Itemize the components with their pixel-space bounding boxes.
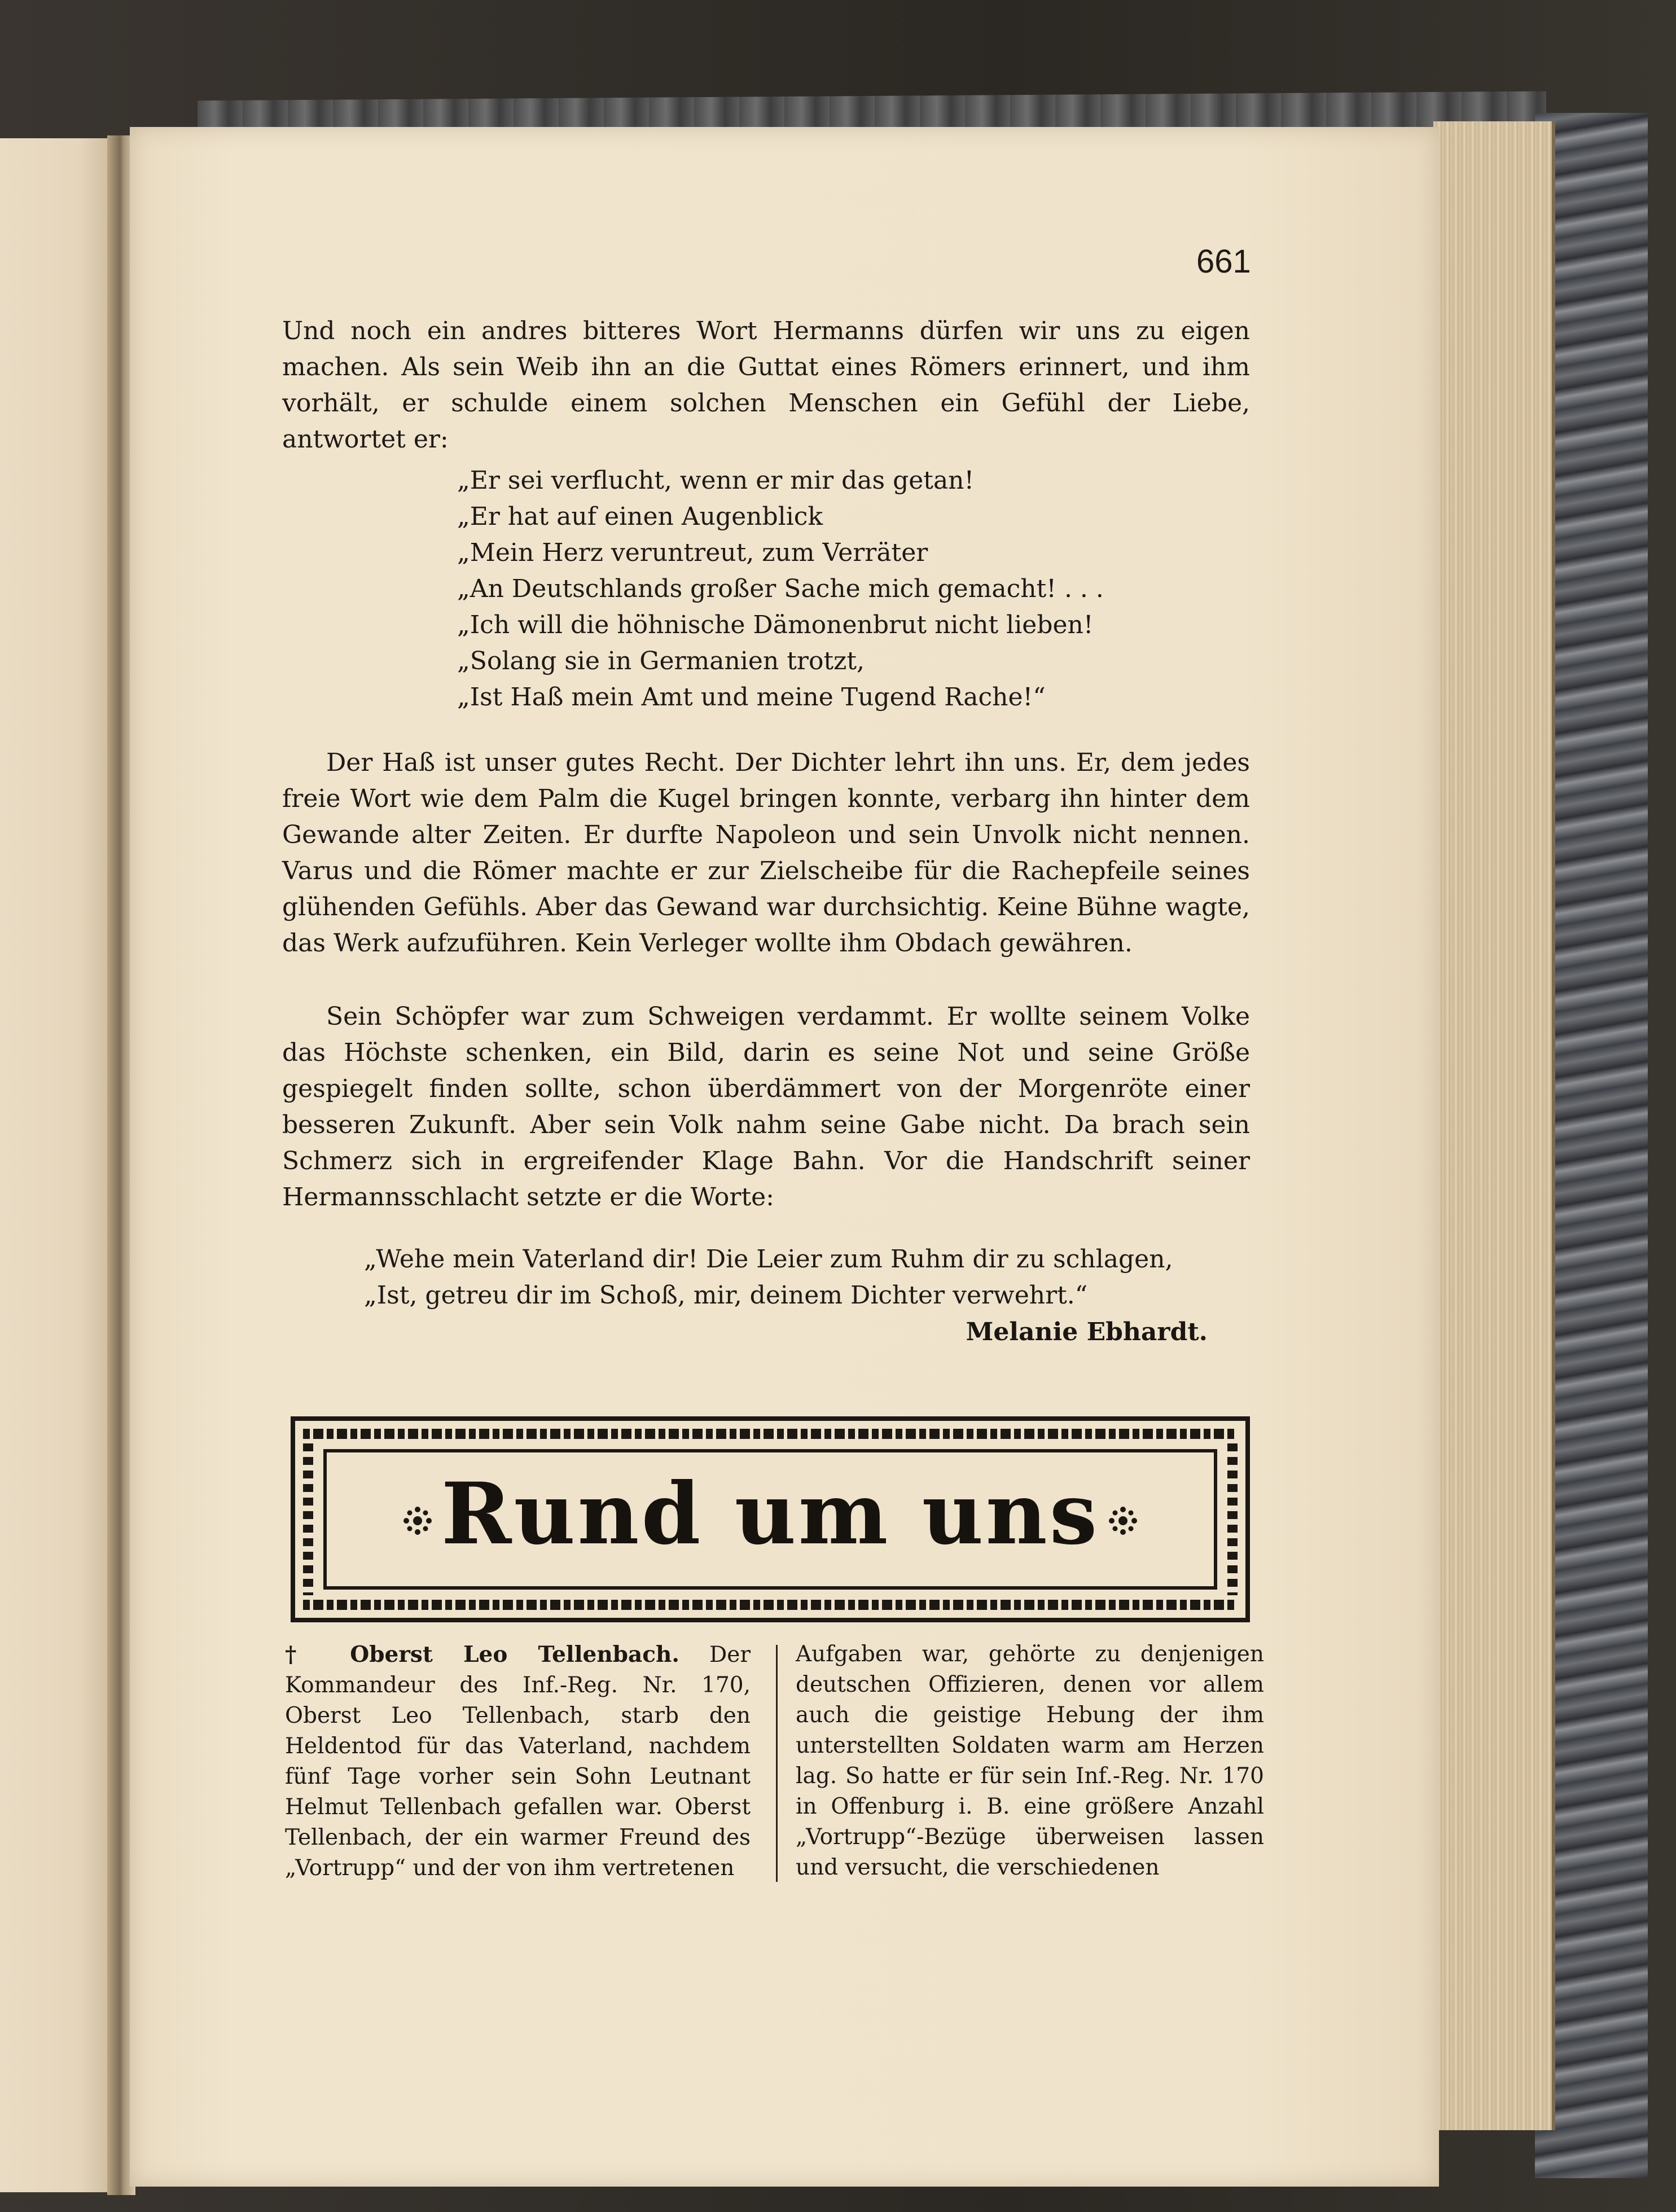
- flower-ornament-icon: [1108, 1506, 1138, 1536]
- column-divider: [776, 1645, 778, 1882]
- poem-line: „An Deutschlands großer Sache mich gemacht! . . .: [457, 574, 1104, 603]
- poem-line: „Er hat auf einen Augenblick: [457, 502, 823, 531]
- column-right-text: Aufgaben war, gehörte zu denjenigen deutschen Offizieren, denen vor allem auch die geistige Hebung der ihm unterstellten Soldaten warm am Herzen lag. So hatte er für sein Inf.-Reg. Nr. 170 in Offenburg i. B. eine größere Anzahl „Vortrupp“-Bezüge überweisen lassen und versucht, die verschiedenen: [796, 1642, 1264, 1880]
- poem-line: „Ist Haß mein Amt und meine Tugend Rache!“: [457, 683, 1046, 712]
- facing-page: [0, 138, 113, 2192]
- poem-line: „Mein Herz veruntreut, zum Verräter: [457, 538, 928, 567]
- closing-verse-line: „Wehe mein Vaterland dir! Die Leier zum Ruhm dir zu schlagen,: [364, 1245, 1173, 1274]
- hass-paragraph-text: Der Haß ist unser gutes Recht. Der Dichter lehrt ihn uns. Er, dem jedes freie Wort wie dem Palm die Kugel bringen konnte, verbarg ihn hinter dem Gewande alter Zeiten. Er durfte Napoleon und sein Unvolk nicht nennen. Varus und die Römer machte er zur Zielscheibe für die Rachepfeile seines glühenden Gefühls. Aber das Gewand war durchsichtig. Keine Bühne wagte, das Werk aufzuführen. Kein Verleger wollte ihm Obdach gewähren.: [282, 748, 1250, 958]
- obituary-heading: † Oberst Leo Tellenbach.: [285, 1642, 679, 1667]
- column-left-text: Der Kommandeur des Inf.-Reg. Nr. 170, Oberst Leo Tellenbach, starb den Heldentod für das Vaterland, nachdem fünf Tage vorher sein Sohn Leutnant Helmut Tellenbach gefallen war. Oberst Tellenbach, der ein warmer Freund des „Vortrupp“ und der von ihm vertretenen: [285, 1642, 751, 1881]
- page-number: 661: [1196, 243, 1251, 280]
- section-title: Rund um uns: [441, 1464, 1100, 1564]
- author-signature: Melanie Ebhardt.: [966, 1318, 1208, 1346]
- hass-paragraph: [282, 745, 1250, 962]
- column-right: [796, 1639, 1264, 1883]
- poem-line: „Er sei verflucht, wenn er mir das getan!: [457, 466, 975, 495]
- section-header-box: [291, 1416, 1250, 1622]
- intro-paragraph: [282, 313, 1250, 458]
- schoepfer-paragraph-text: Sein Schöpfer war zum Schweigen verdammt. Er wollte seinem Volke das Höchste schenken, ein Bild, darin es seine Not und seine Größe gespiegelt finden sollte, schon überdämmert von der Morgenröte einer besseren Zukunft. Aber sein Volk nahm seine Gabe nicht. Da brach sein Schmerz sich in ergreifender Klage Bahn. Vor die Handschrift seiner Hermannsschlacht setzte er die Worte:: [282, 1002, 1250, 1212]
- column-left-paragraph: [285, 1639, 751, 1884]
- poem-line: „Solang sie in Germanien trotzt,: [457, 647, 865, 675]
- hermann-poem: [457, 463, 1247, 716]
- schoepfer-paragraph: [282, 999, 1250, 1215]
- column-left: [285, 1639, 751, 1884]
- border-dots-bottom: [303, 1600, 1238, 1610]
- poem-line: „Ich will die höhnische Dämonenbrut nicht lieben!: [457, 611, 1094, 639]
- intro-paragraph-text: Und noch ein andres bitteres Wort Hermanns dürfen wir uns zu eigen machen. Als sein Weib ihn an die Guttat eines Römers erinnert, und ihm vorhält, er schulde einem solchen Menschen ein Gefühl der Liebe, antwortet er:: [282, 317, 1250, 454]
- border-dots-top: [303, 1429, 1238, 1439]
- page-stack-edges: [1433, 121, 1555, 2130]
- closing-verse-line: „Ist, getreu dir im Schoß, mir, deinem Dichter verwehrt.“: [364, 1281, 1088, 1310]
- closing-verse: [364, 1241, 1267, 1314]
